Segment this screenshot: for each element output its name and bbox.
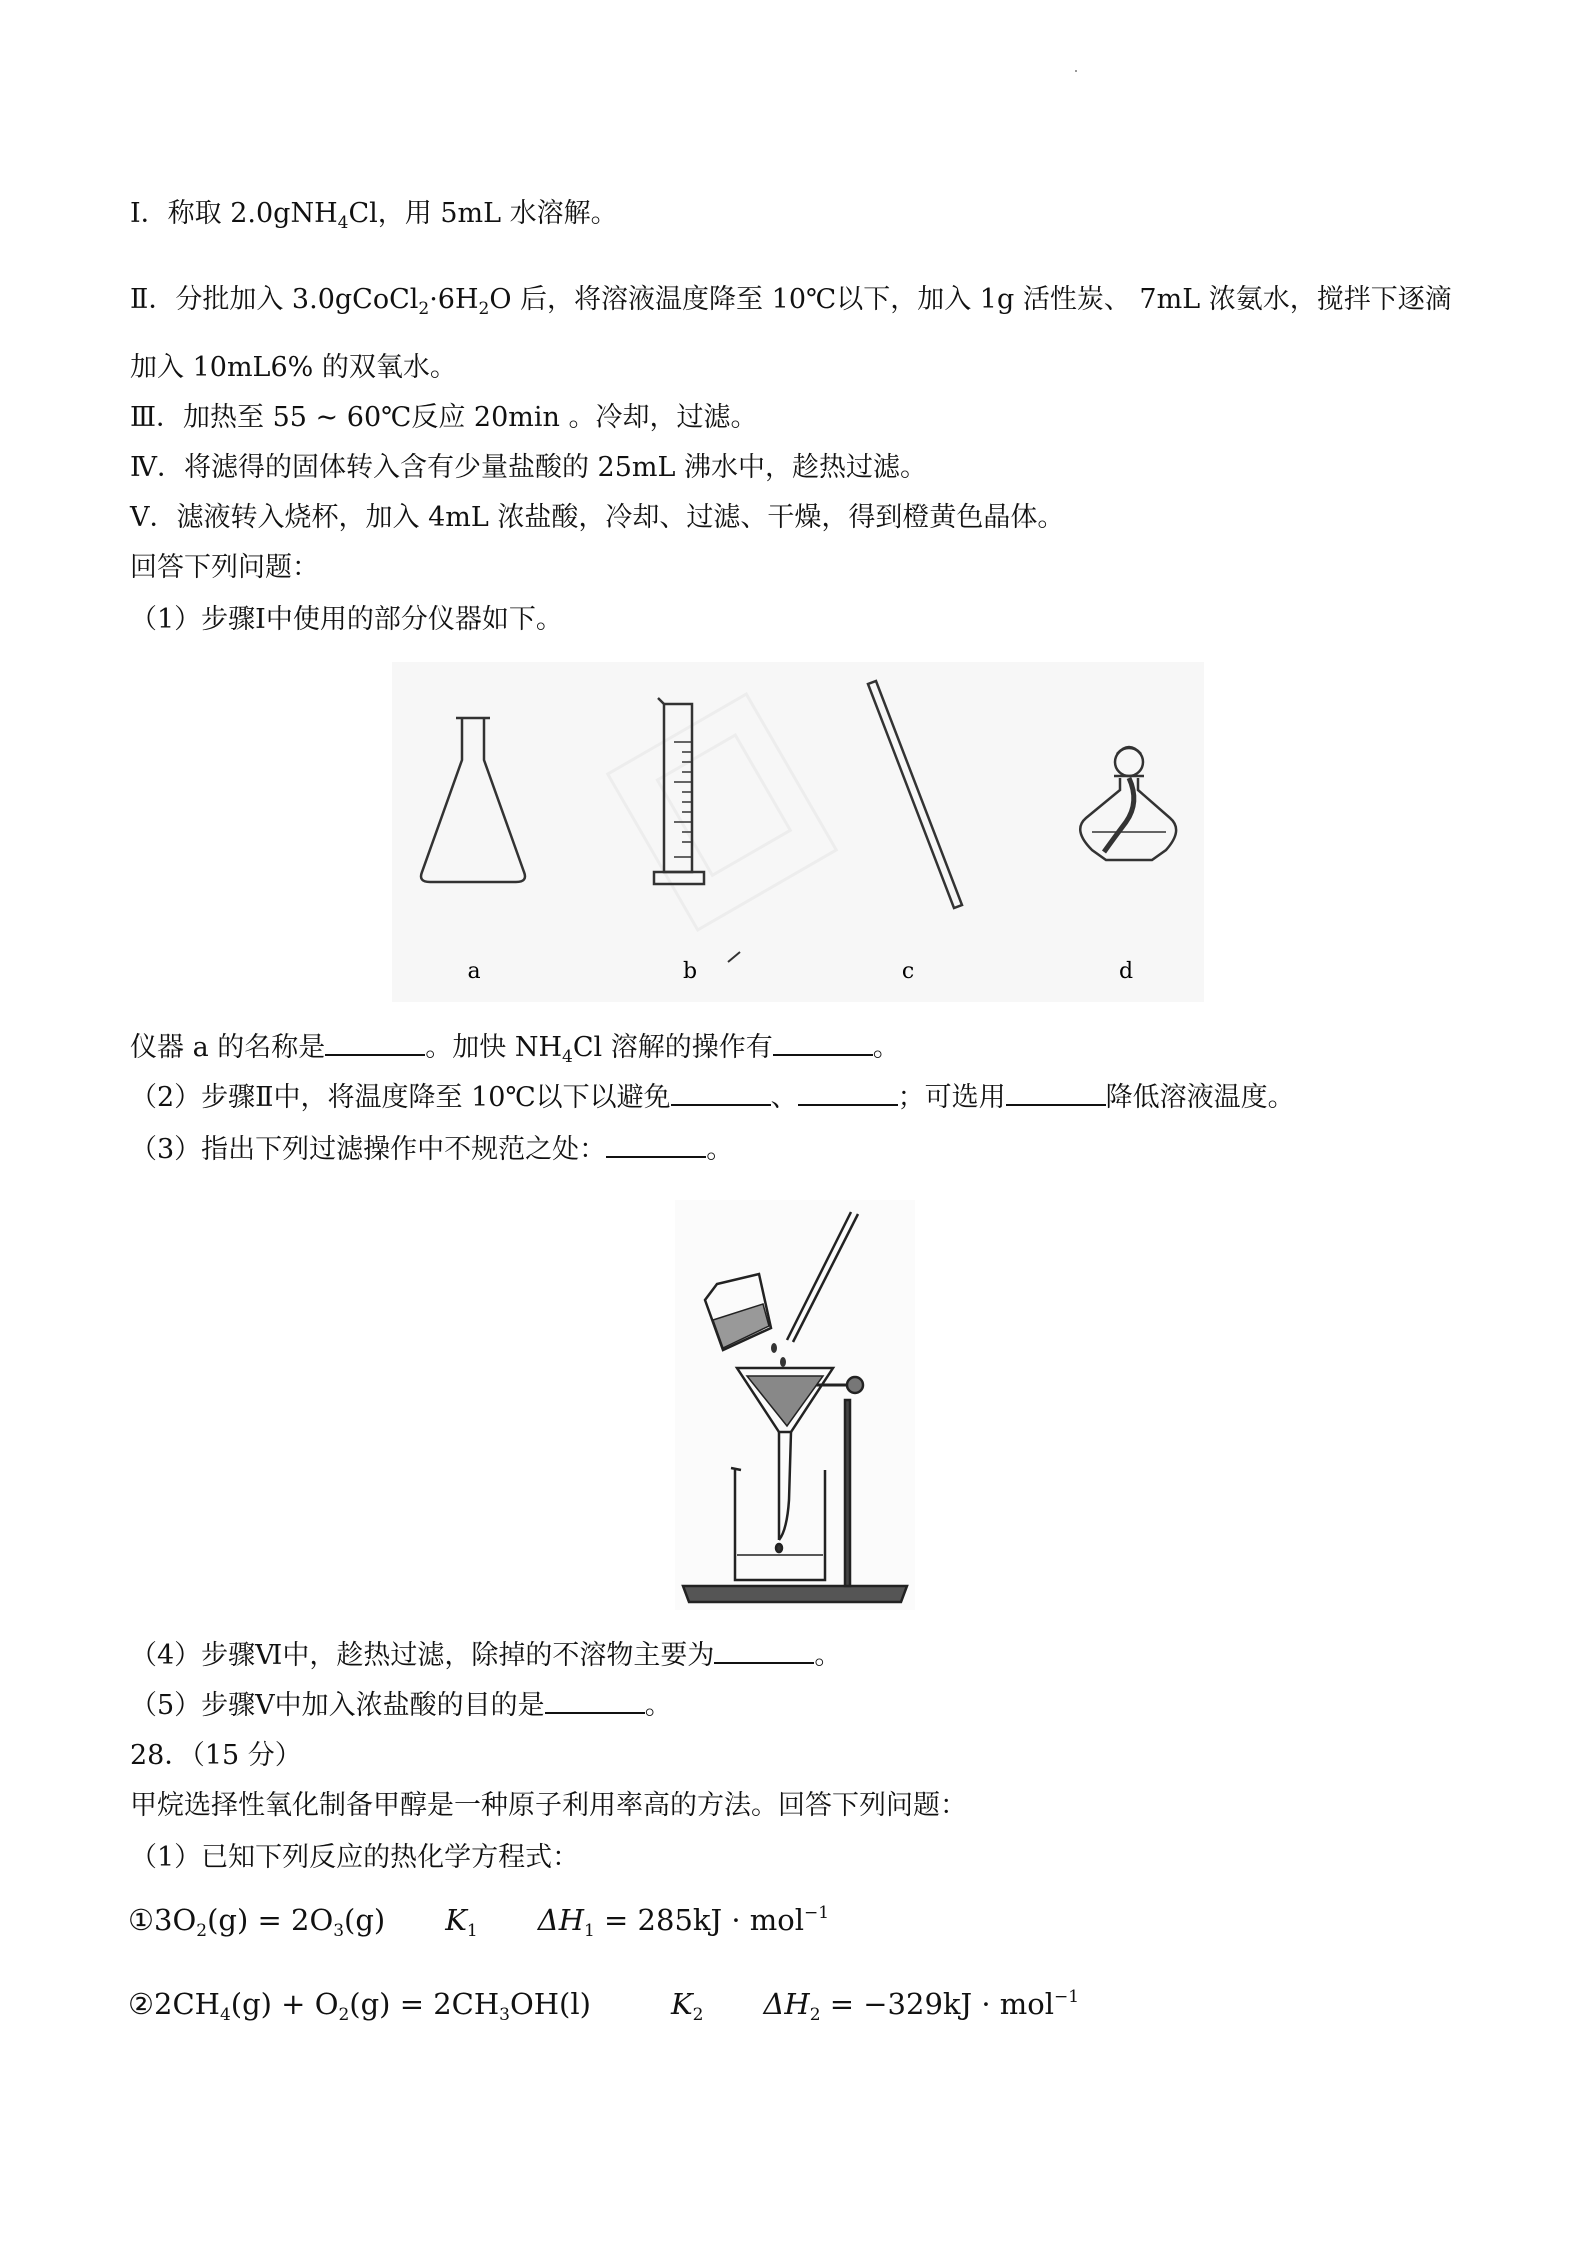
problem-28-q1: （1）已知下列反应的热化学方程式： xyxy=(130,1842,580,1873)
answer-blank[interactable] xyxy=(545,1686,645,1714)
question-5: （5）步骤Ⅴ中加入浓盐酸的目的是 。 xyxy=(130,1686,672,1724)
question-1-lead: （1）步骤Ⅰ中使用的部分仪器如下。 xyxy=(130,604,563,635)
filtration-figure xyxy=(675,1200,915,1610)
answer-blank[interactable] xyxy=(798,1078,898,1106)
step-3: Ⅲ．加热至 55 ~ 60℃反应 20min 。冷却，过滤。 xyxy=(130,402,758,433)
problem-28-title: 28．（15 分） xyxy=(130,1740,302,1771)
label-b: b xyxy=(682,959,698,984)
label-c: c xyxy=(901,959,915,984)
step-2-cont: 加入 10mL6% 的双氧水。 xyxy=(130,352,457,383)
question-1-text: 仪器 a 的名称是 。加快 $NH_4Cl$ 溶解的操作有 。 xyxy=(130,1028,900,1066)
scan-speck xyxy=(1075,70,1077,72)
equation-2: $②2CH_4(g) + O_2(g) = 2CH_3OH(l)$ $K_2$ $\Delta H_2 = -329kJ \cdot mol^{-1}$ xyxy=(128,1987,1080,2025)
label-d: d xyxy=(1118,959,1134,984)
answer-blank[interactable] xyxy=(1006,1078,1106,1106)
answer-blank[interactable] xyxy=(325,1028,425,1056)
instruments-figure xyxy=(392,662,1204,1002)
answer-blank[interactable] xyxy=(773,1028,873,1056)
answer-blank[interactable] xyxy=(606,1130,706,1158)
question-3: （3）指出下列过滤操作中不规范之处： 。 xyxy=(130,1130,733,1168)
answer-blank[interactable] xyxy=(714,1636,814,1664)
step-5: Ⅴ．滤液转入烧杯，加入 4mL 浓盐酸，冷却、过滤、干燥，得到橙黄色晶体。 xyxy=(130,502,1065,533)
step-4: Ⅳ．将滤得的固体转入含有少量盐酸的 25mL 沸水中，趁热过滤。 xyxy=(130,452,928,483)
answer-blank[interactable] xyxy=(671,1078,771,1106)
label-a: a xyxy=(467,959,481,984)
question-4: （4）步骤Ⅵ中，趁热过滤，除掉的不溶物主要为 。 xyxy=(130,1636,841,1674)
answer-prompt: 回答下列问题： xyxy=(130,552,319,583)
step-2: Ⅱ．分批加入 $3.0gCoCl_2\cdot 6H_2O$ 后，将溶液温度降至 10℃以下，加入 1g 活性炭、 7mL 浓氨水，搅拌下逐滴 xyxy=(130,284,1452,319)
question-2: （2）步骤Ⅱ中，将温度降至 10℃以下以避免 、 ；可选用 降低溶液温度。 xyxy=(130,1078,1295,1116)
step-1: Ⅰ．称取 2.0gNH$_4$Cl，用 5mL 水溶解。 xyxy=(130,198,618,233)
equation-1: $①3O_2(g) = 2O_3(g)$ $K_1$ $\Delta H_1 = 285kJ \cdot mol^{-1}$ xyxy=(128,1903,830,1941)
problem-28-intro: 甲烷选择性氧化制备甲醇是一种原子利用率高的方法。回答下列问题： xyxy=(130,1790,967,1821)
